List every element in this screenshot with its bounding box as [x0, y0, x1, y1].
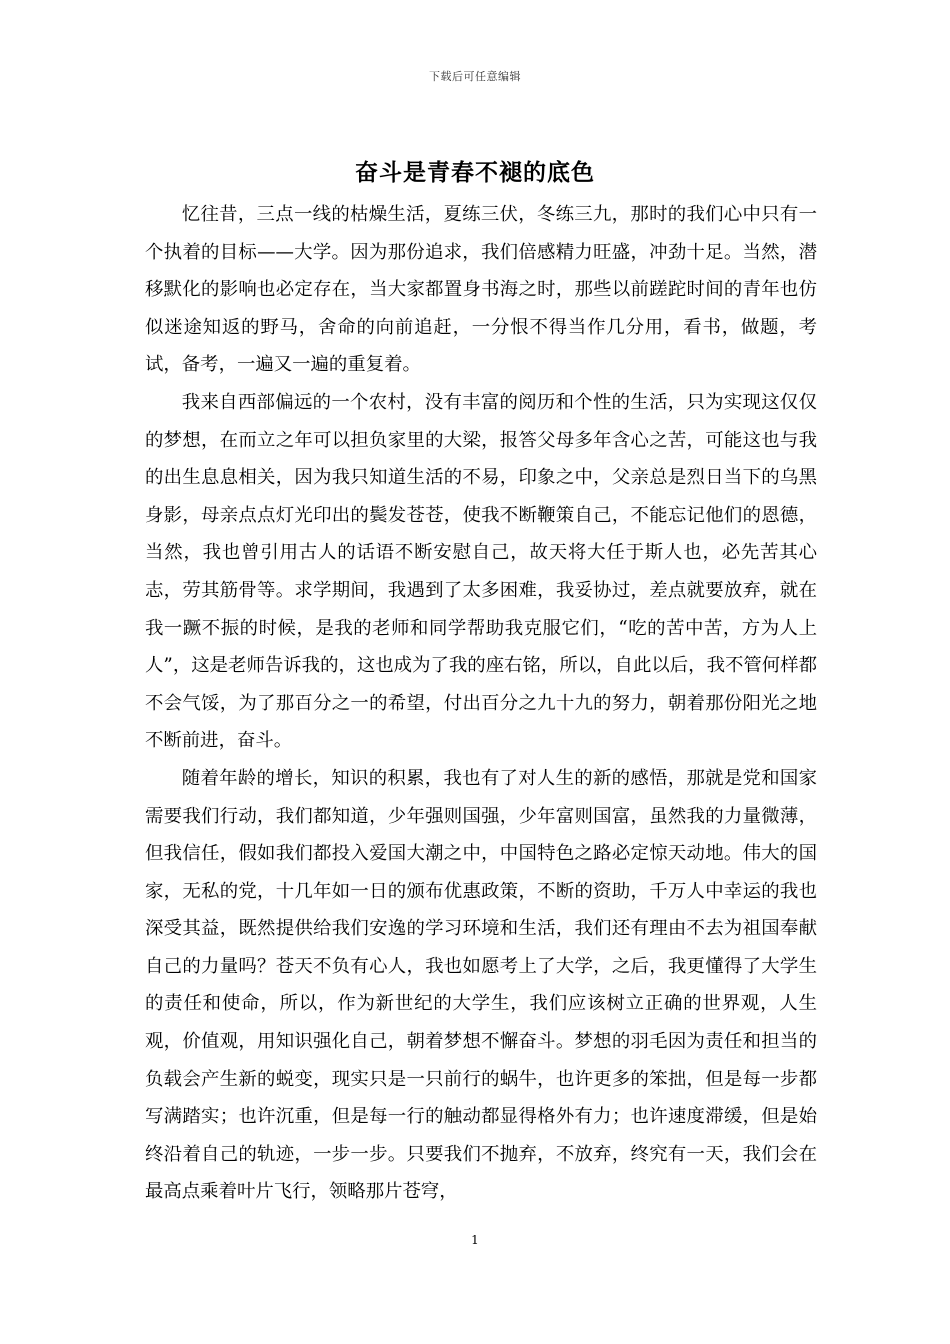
- header-note: 下载后可任意编辑: [429, 70, 521, 83]
- paragraph-2: 我来自西部偏远的一个农村，没有丰富的阅历和个性的生活，只为实现这仅仅的梦想，在而立之年可以担负家里的大梁，报答父母多年含心之苦，可能这也与我的出生息息相关，因为我只知道生活的不易，印象之中，父亲总是烈日当下的乌黑身影，母亲点点灯光印出的鬓发苍苍，使我不断鞭策自己，不能忘记他们的恩德，当然，我也曾引用古人的话语不断安慰自己，故天将大任于斯人也，必先苦其心志，劳其筋骨等。求学期间，我遇到了太多困难，我妥协过，差点就要放弃，就在我一蹶不振的时候，是我的老师和同学帮助我克服它们，“吃的苦中苦，方为人上人”，这是老师告诉我的，这也成为了我的座右铭，所以，自此以后，我不管何样都不会气馁，为了那百分之一的希望，付出百分之九十九的努力，朝着那份阳光之地不断前进，奋斗。: [145, 391, 817, 752]
- document-body: [145, 196, 817, 1211]
- page-title: 奋斗是青春不褪的底色: [355, 159, 595, 186]
- paragraph-3: 随着年龄的增长，知识的积累，我也有了对人生的新的感悟，那就是党和国家需要我们行动，我们都知道，少年强则国强，少年富则国富，虽然我的力量微薄，但我信任，假如我们都投入爱国大潮之中，中国特色之路必定惊天动地。伟大的国家，无私的党，十几年如一日的颁布优惠政策，不断的资助，千万人中幸运的我也深受其益，既然提供给我们安逸的学习环境和生活，我们还有理由不去为祖国奉献自己的力量吗？苍天不负有心人，我也如愿考上了大学，之后，我更懂得了大学生的责任和使命，所以，作为新世纪的大学生，我们应该树立正确的世界观，人生观，价值观，用知识强化自己，朝着梦想不懈奋斗。梦想的羽毛因为责任和担当的负载会产生新的蜕变，现实只是一只前行的蜗牛，也许更多的笨拙，但是每一步都写满踏实；也许沉重，但是每一行的触动都显得格外有力；也许速度滞缓，但是始终沿着自己的轨迹，一步一步。只要我们不抛弃，不放弃，终究有一天，我们会在最高点乘着叶片飞行，领略那片苍穹，: [145, 767, 817, 1203]
- paragraph-1: 忆往昔，三点一线的枯燥生活，夏练三伏，冬练三九，那时的我们心中只有一个执着的目标——大学。因为那份追求，我们倍感精力旺盛，冲劲十足。当然，潜移默化的影响也必定存在，当大家都置身书海之时，那些以前蹉跎时间的青年也仿似迷途知返的野马，舍命的向前追赶，一分恨不得当作几分用，看书，做题，考试，备考，一遍又一遍的重复着。: [145, 204, 817, 376]
- page-number: 1: [471, 1233, 479, 1247]
